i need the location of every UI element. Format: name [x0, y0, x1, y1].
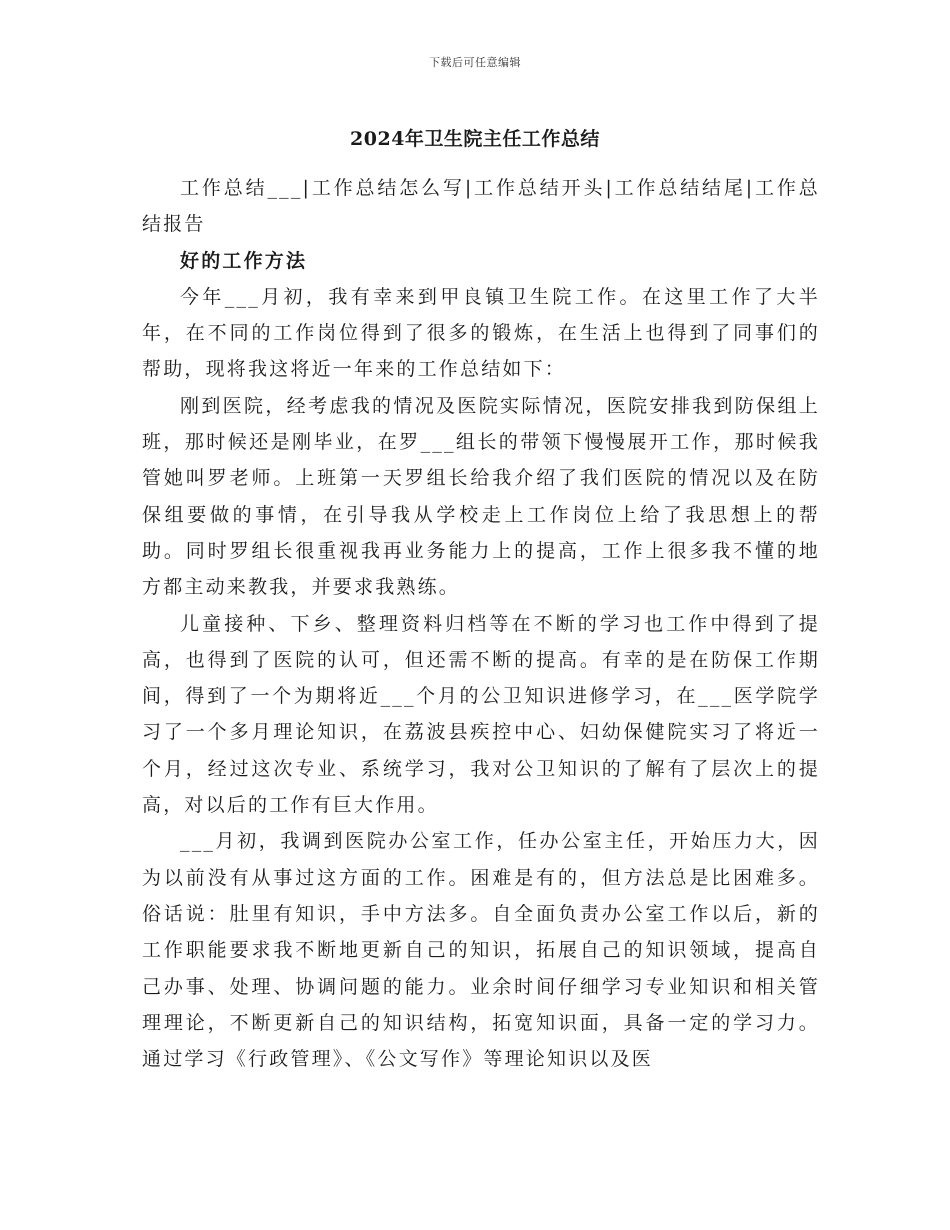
paragraph-3: 儿童接种、下乡、整理资料归档等在不断的学习也工作中得到了提高，也得到了医院的认可，但还需不断的提高。有幸的是在防保工作期间，得到了一个为期将近___个月的公卫知识进修学习，在___医学院学习了一个多月理论知识，在荔波县疾控中心、妇幼保健院实习了将近一个月，经过这次专业、系统学习，我对公卫知识的了解有了层次上的提高，对以后的工作有巨大作用。	[142, 612, 820, 817]
document-title: 2024年卫生院主任工作总结	[350, 128, 600, 150]
section-heading: 好的工作方法	[180, 249, 308, 272]
paragraph-1: 今年___月初，我有幸来到甲良镇卫生院工作。在这里工作了大半年，在不同的工作岗位得到了很多的锻炼，在生活上也得到了同事们的帮助，现将我这将近一年来的工作总结如下：	[142, 285, 820, 381]
paragraph-4: ___月初，我调到医院办公室工作，任办公室主任，开始压力大，因为以前没有从事过这方面的工作。困难是有的，但方法总是比困难多。俗话说：肚里有知识，手中方法多。自全面负责办公室工作以后，新的工作职能要求我不断地更新自己的知识，拓展自己的知识领域，提高自己办事、处理、协调问题的能力。业余时间仔细学习专业知识和相关管理理论，不断更新自己的知识结构，拓宽知识面，具备一定的学习力。通过学习《行政管理》、《公文写作》等理论知识以及医	[142, 830, 820, 1071]
document-body	[142, 170, 820, 1077]
header-note: 下载后可任意编辑	[429, 56, 521, 69]
paragraph-2: 刚到医院，经考虑我的情况及医院实际情况，医院安排我到防保组上班，那时候还是刚毕业，在罗___组长的带领下慢慢展开工作，那时候我管她叫罗老师。上班第一天罗组长给我介绍了我们医院的情况以及在防保组要做的事情，在引导我从学校走上工作岗位上给了我思想上的帮助。同时罗组长很重视我再业务能力上的提高，工作上很多我不懂的地方都主动来教我，并要求我熟练。	[142, 394, 820, 599]
tags-line: 工作总结___|工作总结怎么写|工作总结开头|工作总结结尾|工作总结报告	[142, 177, 820, 236]
